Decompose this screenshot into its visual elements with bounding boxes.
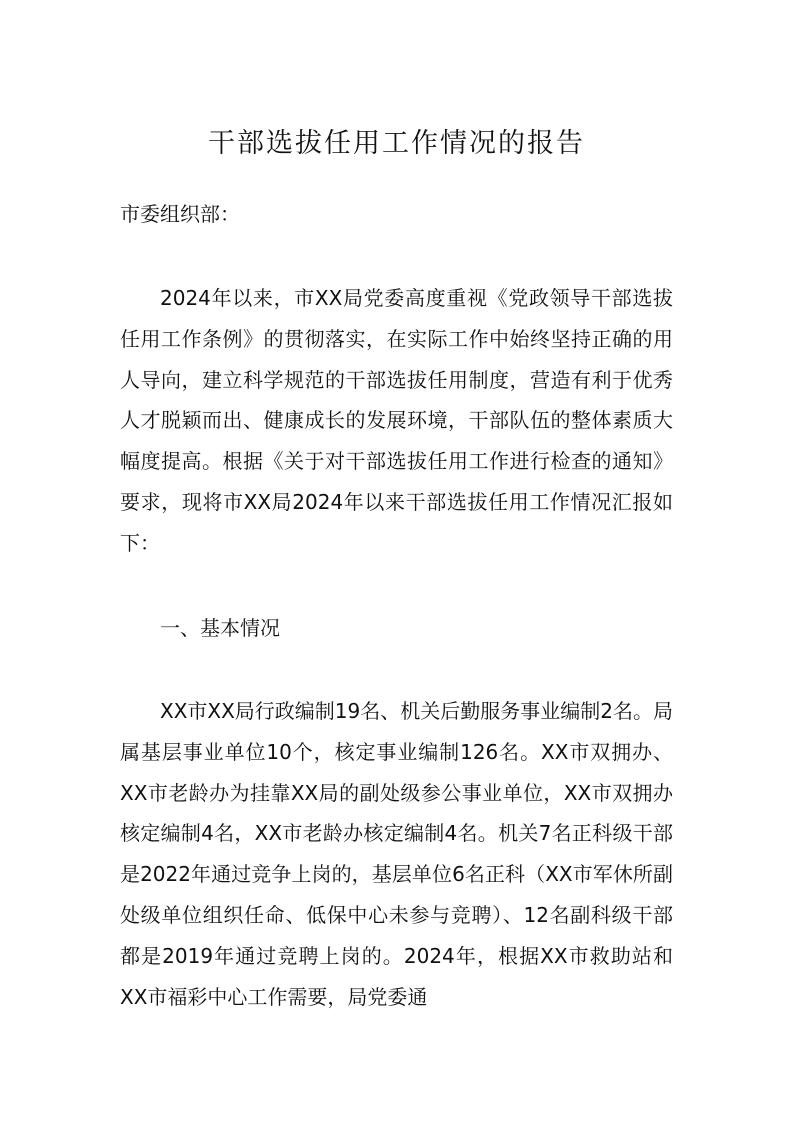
section-heading-basic-situation: 一、基本情况 (160, 616, 280, 640)
intro-paragraph: 2024年以来，市XX局党委高度重视《党政领导干部选拔任用工作条例》的贯彻落实，在实际工作中始终坚持正确的用人导向，建立科学规范的干部选拔任用制度，营造有利于优秀人才脱颖而出、健康成长的发展环境，干部队伍的整体素质大幅度提高。根据《关于对干部选拔任用工作进行检查的通知》要求，现将市XX局2024年以来干部选拔任用工作情况汇报如下： (120, 286, 673, 555)
section-paragraph-basic-situation: XX市XX局行政编制19名、机关后勤服务事业编制2名。局属基层事业单位10个，核定事业编制126名。XX市双拥办、XX市老龄办为挂靠XX局的副处级参公事业单位，XX市双拥办核定编制4名，XX市老龄办核定编制4名。机关7名正科级干部是2022年通过竞争上岗的，基层单位6名正科（XX市军休所副处级单位组织任命、低保中心未参与竞聘）、12名副科级干部都是2019年通过竞聘上岗的。2024年，根据XX市救助站和XX市福彩中心工作需要，局党委通 (120, 699, 673, 1009)
salutation: 市委组织部： (120, 202, 240, 226)
document-title: 干部选拔任用工作情况的报告 (208, 128, 585, 159)
